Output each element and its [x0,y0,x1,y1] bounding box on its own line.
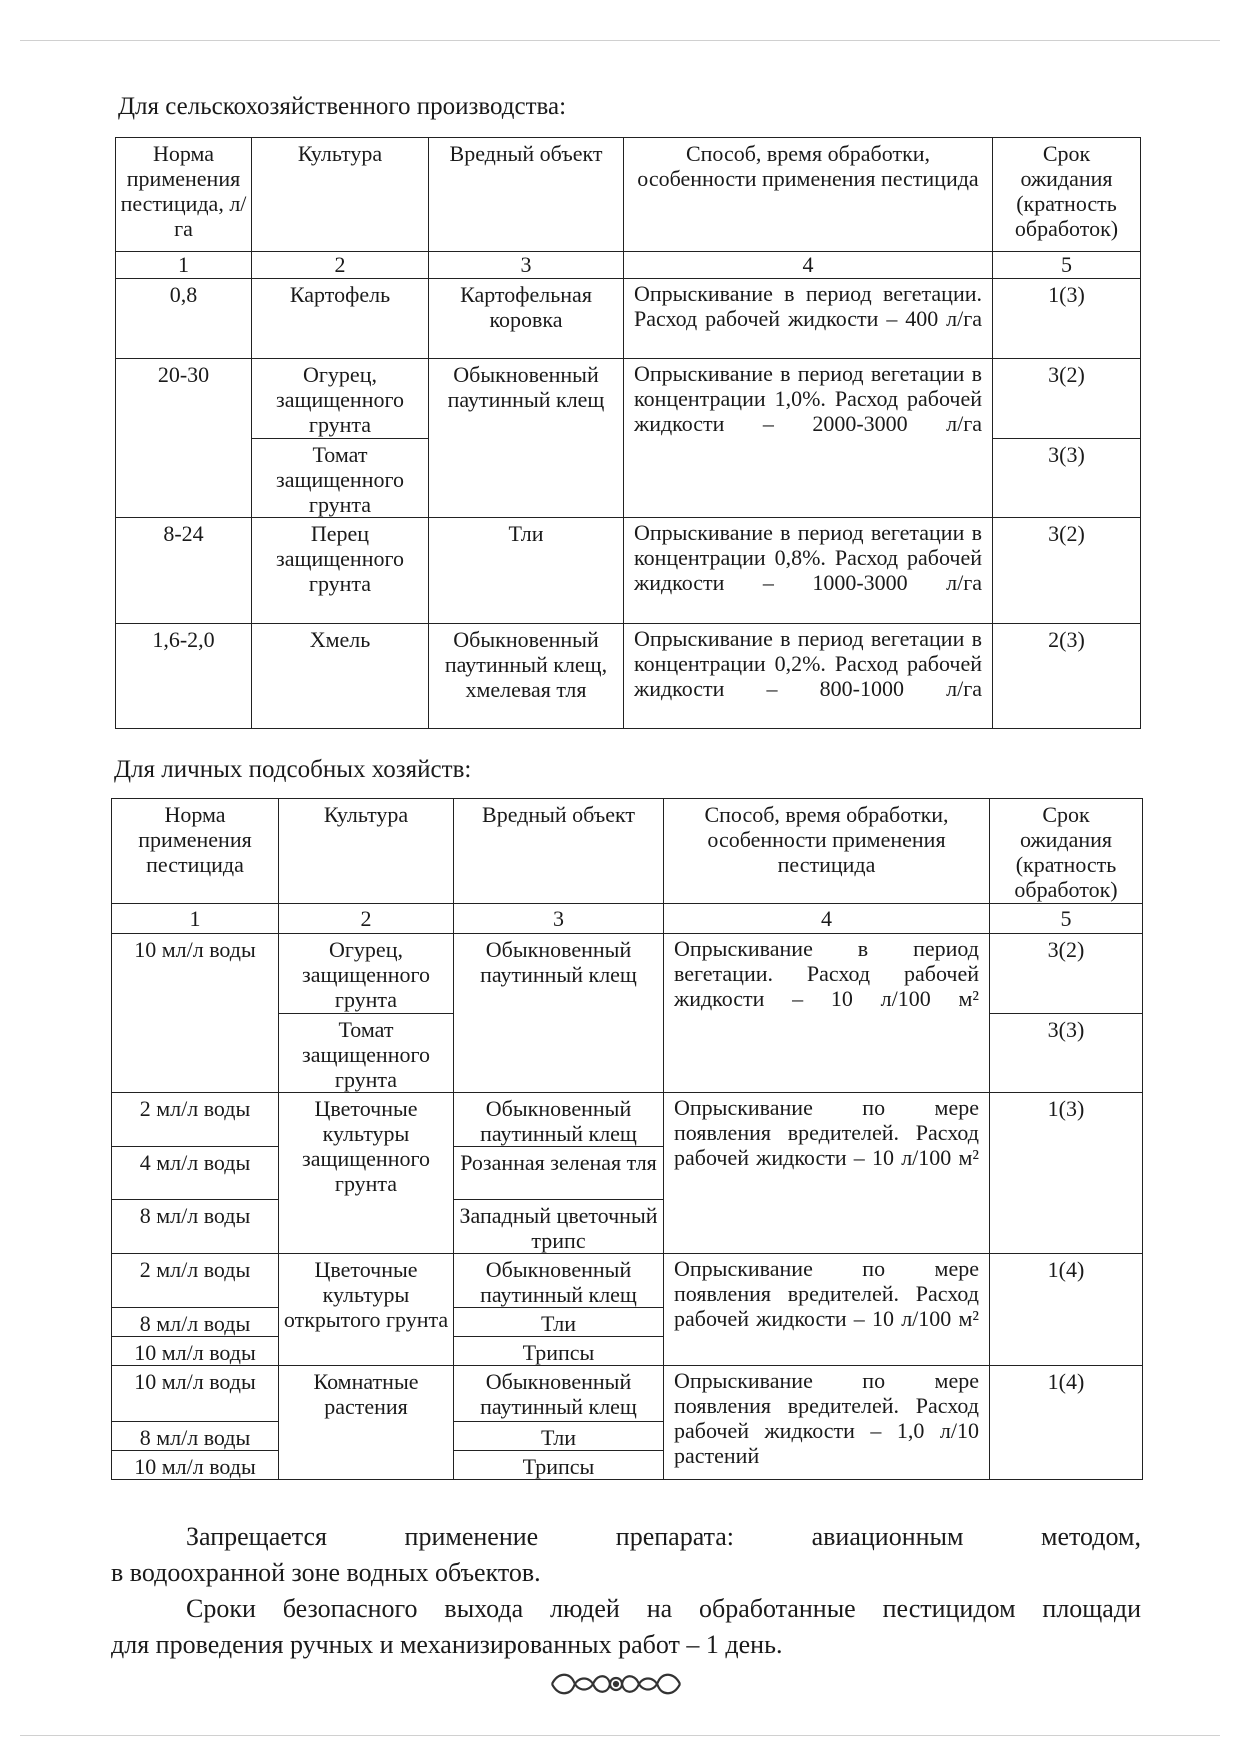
pest-cell: Обыкновенный паутинный клещ, хмелевая тля [429,624,624,729]
pest-cell: Обыкновенный паутинный клещ [454,934,664,1093]
crop-cell: Перец защищенного грунта [252,518,429,624]
section-heading-agricultural: Для сельскохозяйственного производства: [118,93,567,120]
column-number: 5 [990,904,1143,934]
column-number: 4 [664,904,990,934]
pest-cell: Западный цветочный трипс [454,1200,664,1254]
pest-cell: Обыкновенный паутинный клещ [454,1254,664,1308]
prohibition-line: в водоохранной зоне водных объектов. [111,1558,541,1587]
header-pest: Вредный объект [454,799,664,904]
header-norm: Норма применения пестицида [112,799,279,904]
table-row [116,279,1141,359]
column-number-row [116,252,1141,279]
norm-cell: 1,6-2,0 [116,624,252,729]
reentry-line: для проведения ручных и механизированных работ – 1 день. [111,1630,783,1659]
method-cell: Опрыскивание в период вегетации. Расход рабочей жидкости – 10 л/100 м² [664,934,990,1093]
header-crop: Культура [252,138,429,252]
norm-cell: 10 мл/л воды [112,1366,279,1422]
pest-cell: Трипсы [454,1337,664,1366]
crop-cell: Огурец, защищенного грунта [279,934,454,1014]
pest-cell: Картофельная коровка [429,279,624,359]
crop-cell: Картофель [252,279,429,359]
term-cell: 1(3) [990,1093,1143,1254]
column-number: 3 [429,252,624,279]
norm-cell: 2 мл/л воды [112,1093,279,1147]
agricultural-use-table [115,137,1141,729]
table-row [112,1254,1143,1308]
norm-cell: 8 мл/л воды [112,1200,279,1254]
crop-cell: Хмель [252,624,429,729]
header-term: Срок ожидания (кратность обработок) [990,799,1143,904]
norm-cell: 10 мл/л воды [112,934,279,1093]
prohibition-note [111,1519,1141,1591]
norm-cell: 0,8 [116,279,252,359]
term-cell: 3(2) [993,518,1141,624]
table-row [112,934,1143,1014]
header-method: Способ, время обработки, особенности применения пестицида [664,799,990,904]
crop-cell: Цветочные культуры защищенного грунта [279,1093,454,1254]
term-cell: 1(4) [990,1254,1143,1366]
column-number: 2 [252,252,429,279]
table-row [112,1093,1143,1147]
norm-cell: 8-24 [116,518,252,624]
term-cell: 3(3) [990,1014,1143,1093]
decorative-ornament-icon [548,1668,684,1700]
column-number: 4 [624,252,993,279]
pest-cell: Обыкновенный паутинный клещ [429,359,624,518]
crop-cell: Комнатные растения [279,1366,454,1480]
crop-cell: Огурец, защищенного грунта [252,359,429,439]
method-cell: Опрыскивание в период вегетации в концентрации 0,2%. Расход рабочей жидкости – 800-1000 л/га [624,624,993,729]
header-method: Способ, время обработки, особенности применения пестицида [624,138,993,252]
private-household-table [111,798,1143,1480]
scan-edge-bottom [20,1735,1220,1736]
pest-cell: Розанная зеленая тля [454,1147,664,1200]
norm-cell: 10 мл/л воды [112,1337,279,1366]
norm-cell: 8 мл/л воды [112,1308,279,1337]
method-cell: Опрыскивание по мере появления вредителей. Расход рабочей жидкости – 10 л/100 м² [664,1254,990,1366]
pest-cell: Тли [454,1422,664,1451]
table-row [116,624,1141,729]
header-pest: Вредный объект [429,138,624,252]
term-cell: 3(3) [993,439,1141,518]
pest-cell: Тли [429,518,624,624]
scan-edge-top [20,40,1220,41]
column-number: 5 [993,252,1141,279]
method-cell: Опрыскивание по мере появления вредителей. Расход рабочей жидкости – 10 л/100 м² [664,1093,990,1254]
reentry-line: Сроки безопасного выхода людей на обработанные пестицидом площади [186,1594,1141,1623]
term-cell: 2(3) [993,624,1141,729]
reentry-note [111,1591,1141,1663]
method-cell: Опрыскивание в период вегетации в концентрации 0,8%. Расход рабочей жидкости – 1000-3000 л/га [624,518,993,624]
prohibition-line: Запрещается применение препарата: авиационным методом, [186,1522,1141,1551]
method-cell: Опрыскивание в период вегетации в концентрации 1,0%. Расход рабочей жидкости – 2000-3000 л/га [624,359,993,518]
section-heading-private: Для личных подсобных хозяйств: [114,756,472,783]
column-number: 1 [112,904,279,934]
norm-cell: 2 мл/л воды [112,1254,279,1308]
pest-cell: Обыкновенный паутинный клещ [454,1366,664,1422]
method-cell: Опрыскивание в период вегетации. Расход рабочей жидкости – 400 л/га [624,279,993,359]
term-cell: 1(3) [993,279,1141,359]
table-header-row [112,799,1143,904]
header-norm: Норма применения пестицида, л/га [116,138,252,252]
header-crop: Культура [279,799,454,904]
norm-cell: 20-30 [116,359,252,518]
table-row [116,518,1141,624]
pest-cell: Обыкновенный паутинный клещ [454,1093,664,1147]
header-term: Срок ожидания (кратность обработок) [993,138,1141,252]
column-number: 1 [116,252,252,279]
table-row [112,1366,1143,1422]
table-row [116,359,1141,439]
crop-cell: Томат защищенного грунта [279,1014,454,1093]
norm-cell: 8 мл/л воды [112,1422,279,1451]
norm-cell: 4 мл/л воды [112,1147,279,1200]
column-number: 3 [454,904,664,934]
term-cell: 1(4) [990,1366,1143,1480]
norm-cell: 10 мл/л воды [112,1451,279,1480]
column-number: 2 [279,904,454,934]
crop-cell: Цветочные культуры открытого грунта [279,1254,454,1366]
method-cell: Опрыскивание по мере появления вредителей. Расход рабочей жидкости – 1,0 л/10 растений [664,1366,990,1480]
term-cell: 3(2) [993,359,1141,439]
pest-cell: Тли [454,1308,664,1337]
crop-cell: Томат защищенного грунта [252,439,429,518]
column-number-row [112,904,1143,934]
term-cell: 3(2) [990,934,1143,1014]
pest-cell: Трипсы [454,1451,664,1480]
table-header-row [116,138,1141,252]
